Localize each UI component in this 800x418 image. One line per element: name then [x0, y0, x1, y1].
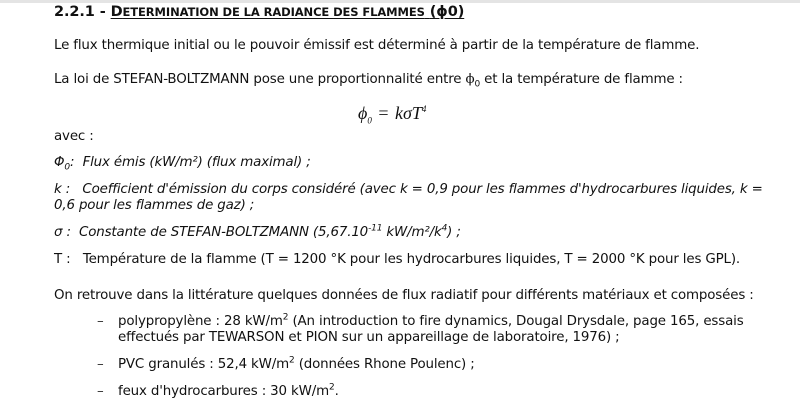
section-number: 2.2.1 -: [54, 4, 106, 20]
definition-sigma: σ : Constante de STEFAN-BOLTZMANN ($5,67.10^{-11}$ $kW/m^2/k^4$) ;: [54, 223, 461, 240]
avec-label: avec :: [54, 129, 94, 144]
intro-paragraph: Le flux thermique initial ou le pouvoir émissif est déterminé à partir de la température de flamme.: [54, 38, 700, 53]
stefan-boltzmann-equation: $\phi_0 = k\sigma T^4$: [358, 103, 427, 126]
top-edge-strip: [0, 0, 800, 3]
list-item-pvc: – PVC granulés : 52,4 $kW/m^2$ (données Rhone Poulenc) ;: [97, 355, 475, 372]
list-item-polypropylene: – polypropylène : 28 $kW/m^2$ (An introduction to fire dynamics, Dougal Drysdale, page 165, essais: [97, 312, 744, 329]
definition-T: T : Température de la flamme (T = 1200 °K pour les hydrocarbures liquides, T = 2000 °K pour les GPL).: [54, 252, 741, 267]
dash-bullet-icon: –: [97, 384, 104, 399]
definition-phi0: $\Phi_0$: Flux émis (kW/m²) (flux maximal) ;: [54, 155, 311, 173]
list-item-polypropylene-continued: effectués par TEWARSON et PION sur un appareillage de laboratoire, 1976) ;: [118, 330, 620, 345]
dash-bullet-icon: –: [97, 314, 104, 329]
list-item-hydrocarbons: – feux d'hydrocarbures : 30 $kW/m^2$.: [97, 382, 339, 399]
section-title-symbol: (ϕ0): [429, 4, 465, 20]
definition-k-continued: 0,6 pour les flammes de gaz) ;: [54, 198, 255, 213]
dash-bullet-icon: –: [97, 357, 104, 372]
section-title: DETERMINATION DE LA RADIANCE DES FLAMMES (ϕ0): [110, 4, 465, 20]
law-paragraph: La loi de STEFAN-BOLTZMANN pose une proportionnalité entre $\phi_0$ et la température de flamme :: [54, 72, 683, 90]
definition-k: k : Coefficient d'émission du corps considéré (avec k = 0,9 pour les flammes d'hydrocarbures liquides, k =: [54, 182, 763, 197]
section-heading: [54, 4, 464, 20]
literature-paragraph: On retrouve dans la littérature quelques données de flux radiatif pour différents matériaux et composées :: [54, 288, 754, 303]
